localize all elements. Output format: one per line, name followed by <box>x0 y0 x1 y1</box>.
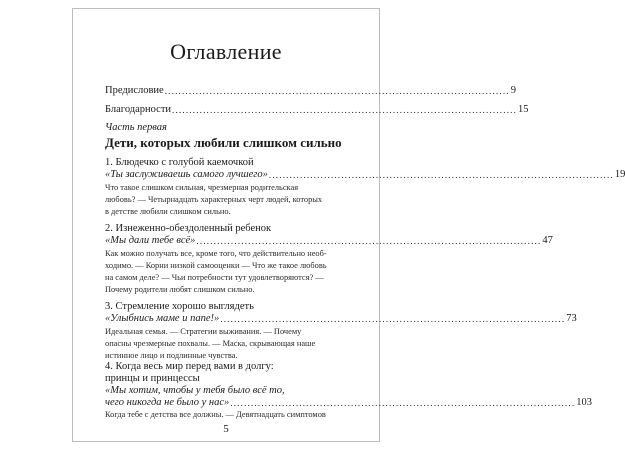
chapter-description-line: Почему родители любят слишком сильно. <box>105 285 255 294</box>
toc-entry-foreword <box>105 85 516 97</box>
entry-label: Предисловие <box>105 85 164 96</box>
chapter-description-line: любовь? — Четырнадцать характерных черт людей, которых <box>105 195 323 204</box>
chapter-description-line: истинное лицо и подлинные чувства. <box>105 351 238 360</box>
toc-title: Оглавление <box>170 39 282 64</box>
chapter-subtitle-row <box>105 235 553 247</box>
entry-page: 73 <box>566 313 577 324</box>
chapter-description-line: Что такое слишком сильная, чрезмерная родительская <box>105 183 299 192</box>
book-page <box>72 8 625 442</box>
entry-label: Благодарности <box>105 104 172 115</box>
chapter-heading-continued: принцы и принцессы <box>105 373 200 384</box>
chapter-subtitle-row <box>105 313 577 325</box>
chapter-description-line: в детстве любили слишком сильно. <box>105 207 231 216</box>
chapter-subtitle-row <box>105 169 625 181</box>
leader-dots: .................................................................................................... <box>164 86 510 96</box>
chapter-description-line: Как можно получать все, кроме того, что действительно необ- <box>105 249 327 258</box>
chapter-description-line: Идеальная семья. — Стратегии выживания. — Почему <box>105 327 302 336</box>
leader-dots: .................................................................................................... <box>196 236 542 246</box>
chapter-heading: 1. Блюдечко с голубой каемочкой <box>105 157 254 168</box>
chapter-subtitle-continued: чего никогда не было у нас» <box>105 397 230 408</box>
entry-page: 9 <box>510 85 516 96</box>
chapter-subtitle-row <box>105 397 593 409</box>
chapter-description-line: ходимо. — Корни низкой самооценки — Что же такое любовь <box>105 261 327 270</box>
chapter-heading: 2. Изнеженно-обездоленный ребенок <box>105 223 272 234</box>
chapter-subtitle: «Ты заслуживаешь самого лучшего» <box>105 169 268 180</box>
chapter-description-line: на самом деле? — Чьи потребности тут удовлетворяются? — <box>105 273 324 282</box>
chapter-heading: 4. Когда весь мир перед вами в долгу: <box>105 361 274 372</box>
part-title: Дети, которых любили слишком сильно <box>105 135 342 150</box>
entry-page: 103 <box>576 397 593 408</box>
chapter-heading: 3. Стремление хорошо выглядеть <box>105 301 254 312</box>
leader-dots: .................................................................................................... <box>268 170 614 180</box>
toc-entry-acknowledgements <box>105 104 529 116</box>
leader-dots: .................................................................................................... <box>172 105 518 115</box>
leader-dots: .................................................................................................... <box>230 398 576 408</box>
chapter-subtitle: «Мы дали тебе всё» <box>105 235 196 246</box>
chapter-subtitle: «Улыбнись маме и папе!» <box>105 313 220 324</box>
entry-page: 15 <box>518 104 529 115</box>
leader-dots: .................................................................................................... <box>220 314 566 324</box>
entry-page: 19 <box>614 169 625 180</box>
chapter-description-line: Когда тебе с детства все должны. — Девятнадцать симптомов <box>105 410 326 419</box>
chapter-subtitle: «Мы хотим, чтобы у тебя было всё то, <box>105 385 285 396</box>
chapter-description-line: опасны чрезмерные похвалы. — Маска, скрывающая наше <box>105 339 316 348</box>
part-label: Часть первая <box>105 122 167 133</box>
page-number: 5 <box>223 423 229 435</box>
entry-page: 47 <box>542 235 553 246</box>
